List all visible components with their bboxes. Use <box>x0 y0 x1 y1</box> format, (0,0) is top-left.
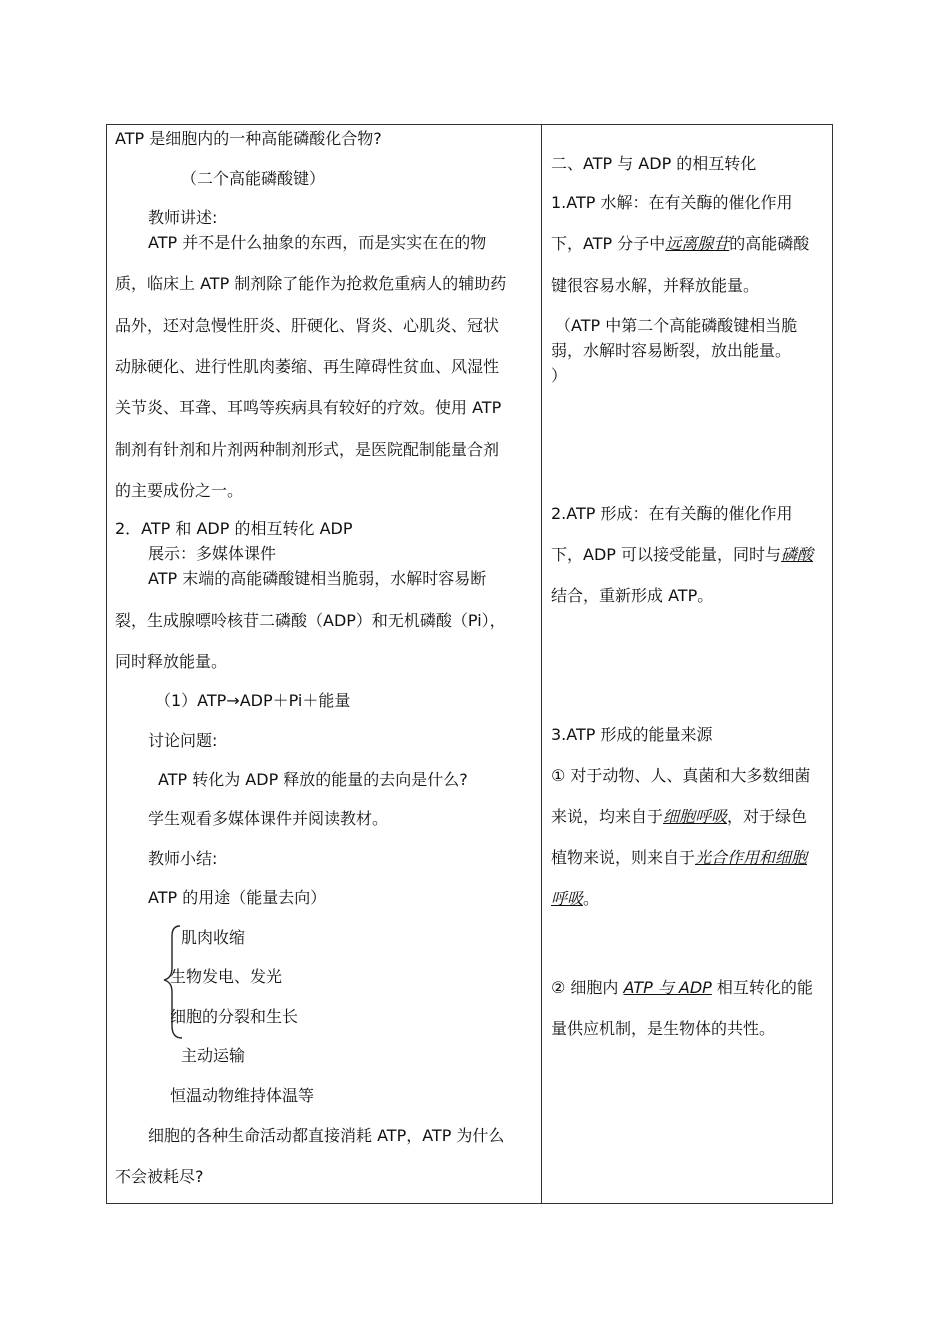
right-line: ） <box>551 366 568 385</box>
left-line: ATP 转化为 ADP 释放的能量的去向是什么? <box>158 770 468 789</box>
right-line: 2.ATP 形成：在有关酶的催化作用 <box>551 504 793 523</box>
right-line: 二、ATP 与 ADP 的相互转化 <box>551 154 757 173</box>
usage-item: 主动运输 <box>181 1046 246 1065</box>
right-line: 量供应机制，是生物体的共性。 <box>551 1019 776 1038</box>
left-line: （二个高能磷酸键） <box>181 169 326 188</box>
left-line: 学生观看多媒体课件并阅读教材。 <box>148 809 389 828</box>
left-line: 不会被耗尽? <box>115 1167 204 1186</box>
column-divider <box>541 125 542 1203</box>
right-line: 下，ATP 分子中远离腺苷的高能磷酸 <box>551 234 810 253</box>
right-line: 1.ATP 水解：在有关酶的催化作用 <box>551 193 793 212</box>
left-line: ATP 是细胞内的一种高能磷酸化合物? <box>115 129 382 148</box>
usage-item: 恒温动物维持体温等 <box>170 1086 315 1105</box>
left-line: 教师小结: <box>148 849 218 868</box>
left-line: 2．ATP 和 ADP 的相互转化 ADP <box>115 519 353 538</box>
right-line: 呼吸。 <box>551 889 600 908</box>
left-line: 展示：多媒体课件 <box>148 544 277 563</box>
left-line: 讨论问题: <box>148 731 218 750</box>
left-line: 关节炎、耳聋、耳鸣等疾病具有较好的疗效。使用 ATP <box>115 398 502 417</box>
right-line: 来说，均来自于细胞呼吸，对于绿色 <box>551 807 808 826</box>
left-line: 细胞的各种生命活动都直接消耗 ATP，ATP 为什么 <box>148 1126 505 1145</box>
left-line: 动脉硬化、进行性肌肉萎缩、再生障碍性贫血、风湿性 <box>115 357 500 376</box>
left-line: 同时释放能量。 <box>115 652 228 671</box>
right-line: 植物来说，则来自于光合作用和细胞 <box>551 848 808 867</box>
left-line: ATP 的用途（能量去向） <box>148 888 327 907</box>
usage-item: 生物发电、发光 <box>170 967 283 986</box>
left-line: ATP 末端的高能磷酸键相当脆弱，水解时容易断 <box>148 569 487 588</box>
left-line: 制剂有针剂和片剂两种制剂形式，是医院配制能量合剂 <box>115 440 500 459</box>
right-line: （ATP 中第二个高能磷酸键相当脆 <box>555 316 798 335</box>
left-line: 教师讲述: <box>148 208 218 227</box>
right-line: 3.ATP 形成的能量来源 <box>551 725 713 744</box>
right-line: 结合，重新形成 ATP。 <box>551 586 714 605</box>
left-line: 的主要成份之一。 <box>115 481 244 500</box>
right-line: ② 细胞内 ATP 与 ADP 相互转化的能 <box>551 978 813 997</box>
usage-item: 肌肉收缩 <box>181 928 246 947</box>
right-line: 弱，水解时容易断裂，放出能量。 <box>551 341 792 360</box>
left-line: 裂，生成腺嘌呤核苷二磷酸（ADP）和无机磷酸（Pi）， <box>115 611 506 630</box>
left-line: （1）ATP→ADP＋Pi＋能量 <box>155 691 351 710</box>
left-line: ATP 并不是什么抽象的东西，而是实实在在的物 <box>148 233 487 252</box>
right-line: ① 对于动物、人、真菌和大多数细菌 <box>551 766 811 785</box>
left-line: 品外，还对急慢性肝炎、肝硬化、肾炎、心肌炎、冠状 <box>115 316 500 335</box>
left-line: 质，临床上 ATP 制剂除了能作为抢救危重病人的辅助药 <box>115 274 507 293</box>
right-line: 下，ADP 可以接受能量，同时与磷酸 <box>551 545 814 564</box>
usage-item: 细胞的分裂和生长 <box>170 1007 299 1026</box>
right-line: 键很容易水解，并释放能量。 <box>551 276 760 295</box>
